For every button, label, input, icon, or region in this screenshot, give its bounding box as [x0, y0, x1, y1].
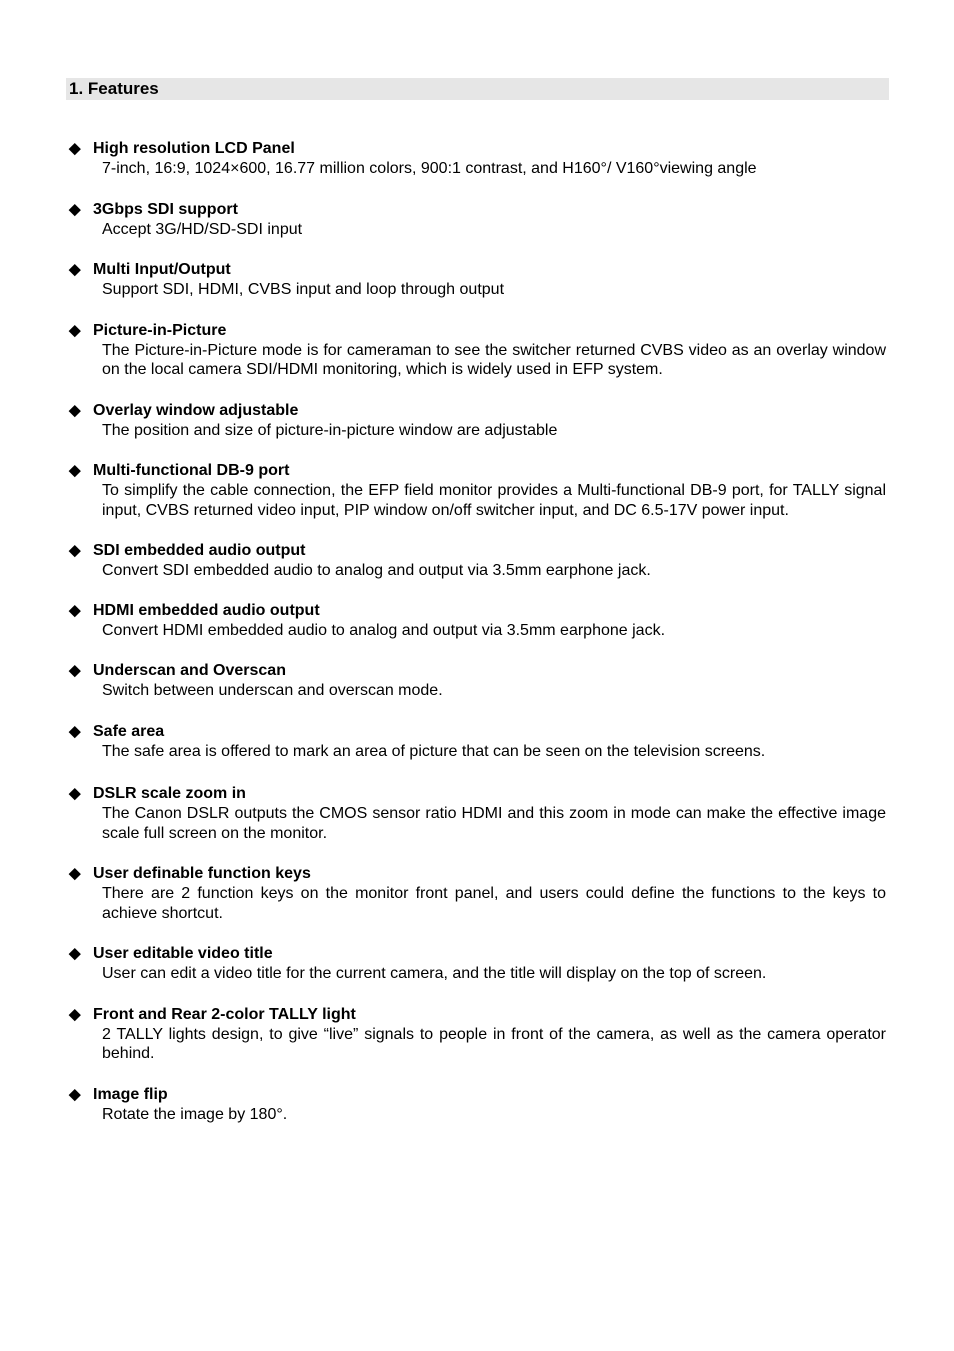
feature-description: Support SDI, HDMI, CVBS input and loop through output — [102, 281, 505, 298]
feature-title: 3Gbps SDI support — [93, 200, 238, 218]
feature-description: Switch between underscan and overscan mode. — [102, 682, 443, 699]
feature-title: SDI embedded audio output — [93, 542, 306, 559]
feature-description: Rotate the image by 180°. — [102, 1105, 288, 1123]
feature-item — [69, 1085, 886, 1125]
diamond-bullet-icon: ◆ — [69, 462, 81, 479]
feature-title: Multi-functional DB-9 port — [93, 462, 290, 479]
feature-title: Picture-in-Picture — [93, 321, 227, 339]
feature-title: Image flip — [93, 1085, 168, 1103]
feature-title: Underscan and Overscan — [93, 662, 286, 679]
feature-description: 7-inch, 16:9, 1024×600, 16.77 million colors, 900:1 contrast, and H160°/ V160°viewing angle — [102, 160, 757, 177]
feature-description: The safe area is offered to mark an area of picture that can be seen on the television screens. — [102, 742, 766, 760]
diamond-bullet-icon: ◆ — [69, 401, 81, 419]
feature-description: Convert SDI embedded audio to analog and output via 3.5mm earphone jack. — [102, 562, 651, 579]
diamond-bullet-icon: ◆ — [69, 865, 81, 882]
diamond-bullet-icon: ◆ — [69, 542, 81, 559]
feature-description: 2 TALLY lights design, to give “live” signals to people in front of the camera, as well as the camera operator behind. — [102, 1025, 886, 1062]
diamond-bullet-icon: ◆ — [69, 662, 81, 679]
feature-title: Overlay window adjustable — [93, 401, 299, 419]
feature-item — [69, 541, 886, 581]
feature-description: Accept 3G/HD/SD-SDI input — [102, 220, 303, 238]
feature-item — [69, 784, 886, 843]
feature-item — [69, 601, 886, 641]
section-title: 1. Features — [66, 78, 889, 100]
diamond-bullet-icon: ◆ — [69, 1005, 81, 1023]
feature-item — [69, 401, 886, 441]
features-list — [69, 139, 886, 1124]
feature-title: HDMI embedded audio output — [93, 601, 320, 619]
feature-description: The Canon DSLR outputs the CMOS sensor ratio HDMI and this zoom in mode can make the effective image scale full screen on the monitor. — [102, 805, 886, 842]
diamond-bullet-icon: ◆ — [69, 140, 81, 157]
feature-description: There are 2 function keys on the monitor front panel, and users could define the functions to the keys to achieve shortcut. — [102, 885, 886, 922]
feature-description: User can edit a video title for the current camera, and the title will display on the top of screen. — [102, 965, 767, 982]
feature-description: The position and size of picture-in-picture window are adjustable — [102, 421, 558, 439]
feature-item — [69, 321, 886, 380]
feature-description: Convert HDMI embedded audio to analog and output via 3.5mm earphone jack. — [102, 621, 666, 639]
feature-title: User definable function keys — [93, 865, 311, 882]
feature-item — [69, 200, 886, 240]
feature-item — [69, 260, 886, 300]
diamond-bullet-icon: ◆ — [69, 321, 81, 339]
diamond-bullet-icon: ◆ — [69, 1085, 81, 1103]
feature-title: Safe area — [93, 722, 165, 740]
feature-title: User editable video title — [93, 945, 273, 962]
feature-item — [69, 944, 886, 984]
feature-title: DSLR scale zoom in — [93, 785, 246, 802]
feature-item — [69, 461, 886, 520]
diamond-bullet-icon: ◆ — [69, 722, 81, 740]
feature-item — [69, 139, 886, 179]
diamond-bullet-icon: ◆ — [69, 601, 81, 619]
feature-description: The Picture-in-Picture mode is for cameraman to see the switcher returned CVBS video as an overlay window on the local camera SDI/HDMI monitoring, which is widely used in EFP system. — [102, 341, 886, 378]
feature-description: To simplify the cable connection, the EFP field monitor provides a Multi-functional DB-9 port, for TALLY signal input, CVBS returned video input, PIP window on/off switcher input, and DC 6.5-17V power input. — [102, 482, 886, 519]
feature-title: Front and Rear 2-color TALLY light — [93, 1005, 356, 1023]
feature-item — [69, 722, 886, 762]
feature-item — [69, 864, 886, 923]
diamond-bullet-icon: ◆ — [69, 200, 81, 218]
feature-item — [69, 661, 886, 701]
diamond-bullet-icon: ◆ — [69, 945, 81, 962]
feature-title: Multi Input/Output — [93, 261, 231, 278]
feature-title: High resolution LCD Panel — [93, 140, 295, 157]
diamond-bullet-icon: ◆ — [69, 785, 81, 802]
feature-item — [69, 1005, 886, 1064]
diamond-bullet-icon: ◆ — [69, 261, 81, 278]
